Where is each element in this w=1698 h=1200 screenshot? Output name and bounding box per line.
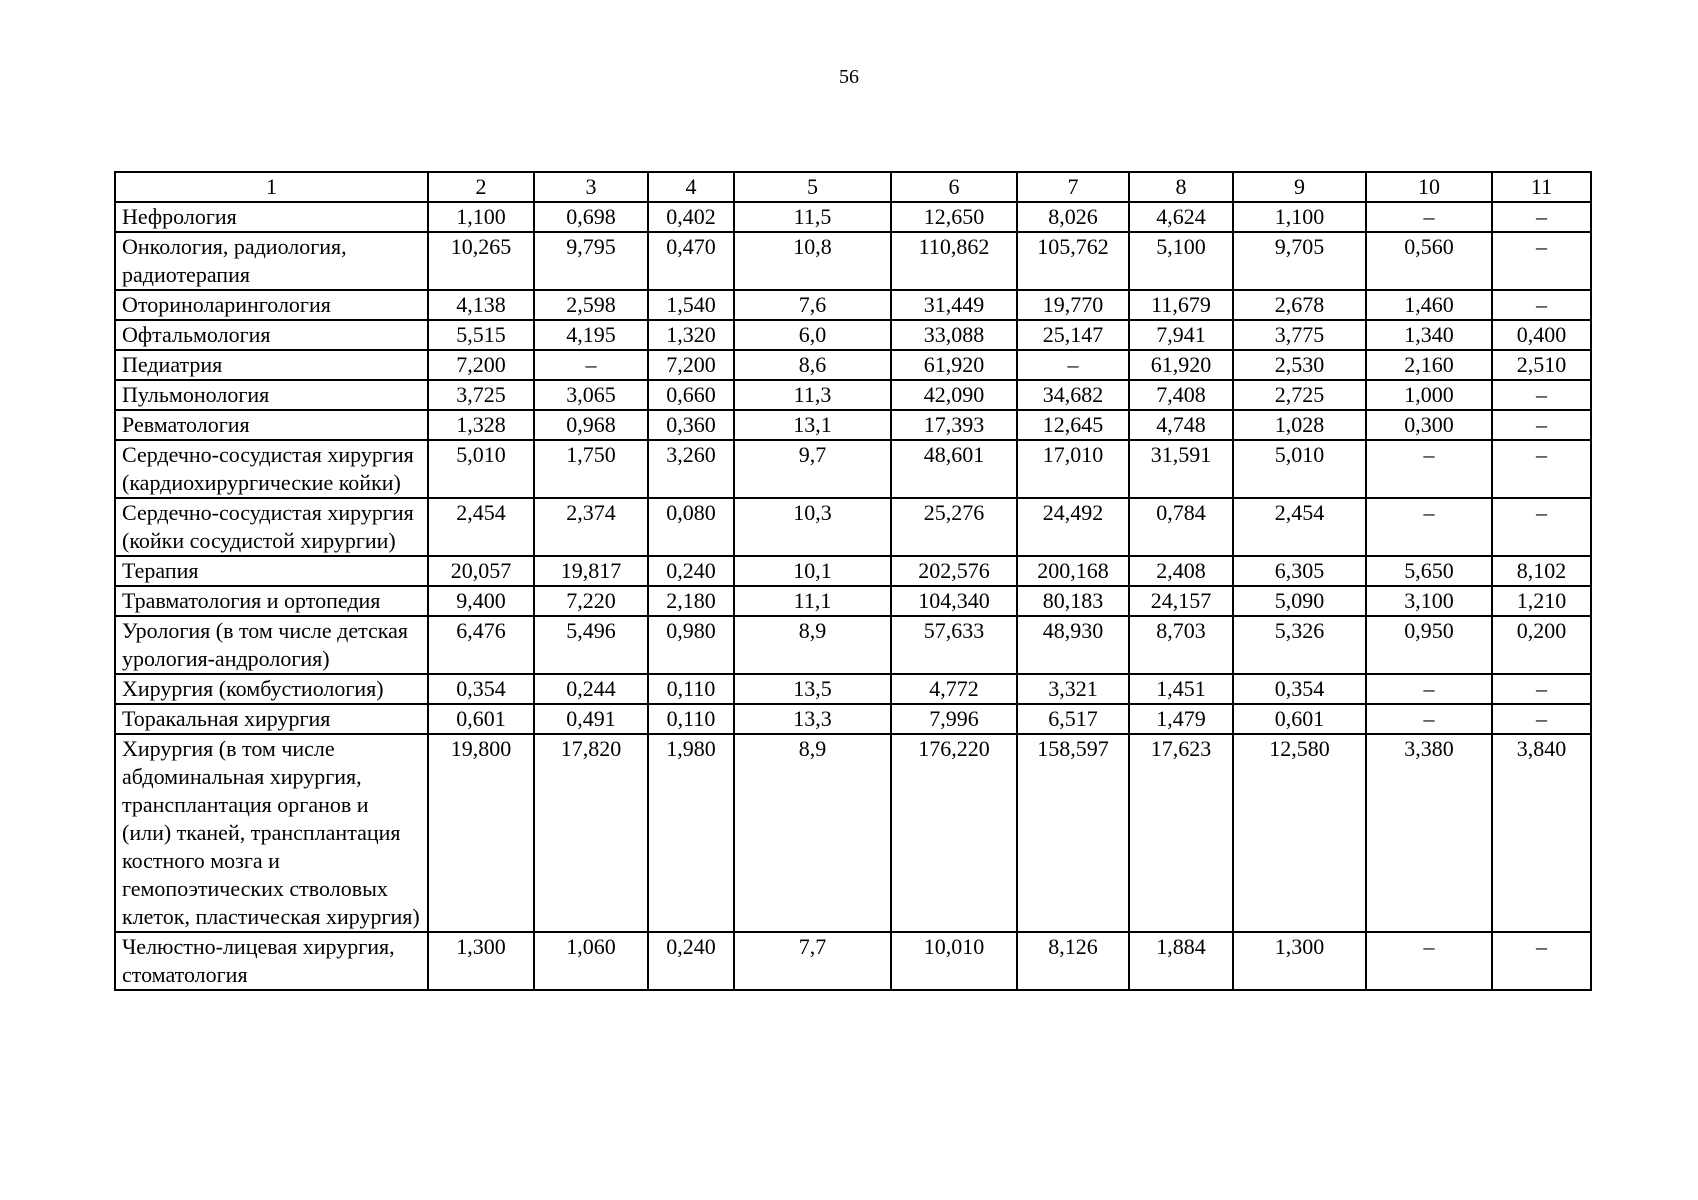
header-cell: 10 <box>1366 172 1492 202</box>
table-cell: – <box>1492 440 1591 498</box>
table-cell: 8,9 <box>734 616 891 674</box>
table-cell: 0,560 <box>1366 232 1492 290</box>
table-cell: 7,6 <box>734 290 891 320</box>
table-cell: 3,775 <box>1233 320 1366 350</box>
table-cell: 158,597 <box>1017 734 1129 932</box>
table-cell: 1,540 <box>648 290 734 320</box>
table-cell: – <box>534 350 648 380</box>
page-number: 56 <box>839 66 859 88</box>
table-cell: – <box>1492 932 1591 990</box>
table-row <box>115 320 1591 350</box>
row-label: Пульмонология <box>115 380 428 410</box>
table-cell: 1,100 <box>1233 202 1366 232</box>
table-cell: 9,705 <box>1233 232 1366 290</box>
table-cell: 1,980 <box>648 734 734 932</box>
table-cell: 61,920 <box>1129 350 1233 380</box>
table-cell: 34,682 <box>1017 380 1129 410</box>
table-cell: 48,930 <box>1017 616 1129 674</box>
table-cell: 105,762 <box>1017 232 1129 290</box>
table-cell: 0,784 <box>1129 498 1233 556</box>
table-cell: – <box>1366 932 1492 990</box>
table-cell: 2,678 <box>1233 290 1366 320</box>
table-cell: 0,200 <box>1492 616 1591 674</box>
table-cell: – <box>1492 380 1591 410</box>
table-cell: 19,770 <box>1017 290 1129 320</box>
table-cell: 11,1 <box>734 586 891 616</box>
table-cell: 0,968 <box>534 410 648 440</box>
row-label: Нефрология <box>115 202 428 232</box>
table-cell: 2,408 <box>1129 556 1233 586</box>
row-label: Хирургия (комбустиология) <box>115 674 428 704</box>
table-cell: 104,340 <box>891 586 1017 616</box>
table-row <box>115 932 1591 990</box>
table-row <box>115 616 1591 674</box>
table-cell: 1,060 <box>534 932 648 990</box>
table-cell: 17,393 <box>891 410 1017 440</box>
header-cell: 1 <box>115 172 428 202</box>
table-cell: 17,820 <box>534 734 648 932</box>
table-cell: 5,650 <box>1366 556 1492 586</box>
table-cell: 5,496 <box>534 616 648 674</box>
table-cell: 2,530 <box>1233 350 1366 380</box>
table-cell: 24,492 <box>1017 498 1129 556</box>
table-row <box>115 350 1591 380</box>
table-cell: 8,102 <box>1492 556 1591 586</box>
table-cell: 8,126 <box>1017 932 1129 990</box>
table-cell: 2,510 <box>1492 350 1591 380</box>
table-cell: 7,200 <box>428 350 534 380</box>
table-cell: 42,090 <box>891 380 1017 410</box>
table-cell: 7,408 <box>1129 380 1233 410</box>
table-cell: 11,679 <box>1129 290 1233 320</box>
table-cell: 6,517 <box>1017 704 1129 734</box>
table-cell: 61,920 <box>891 350 1017 380</box>
header-cell: 11 <box>1492 172 1591 202</box>
header-cell: 8 <box>1129 172 1233 202</box>
table-row <box>115 380 1591 410</box>
table-cell: – <box>1492 674 1591 704</box>
table-cell: 3,725 <box>428 380 534 410</box>
table-cell: 25,147 <box>1017 320 1129 350</box>
table-cell: 10,010 <box>891 932 1017 990</box>
row-label: Урология (в том числе детская урология-андрология) <box>115 616 428 674</box>
table-cell: 1,884 <box>1129 932 1233 990</box>
header-cell: 2 <box>428 172 534 202</box>
table-cell: 0,980 <box>648 616 734 674</box>
table-cell: – <box>1492 232 1591 290</box>
table-body <box>115 172 1591 990</box>
table-cell: – <box>1492 498 1591 556</box>
table-cell: 1,100 <box>428 202 534 232</box>
table-cell: 1,210 <box>1492 586 1591 616</box>
table-cell: 8,703 <box>1129 616 1233 674</box>
table-cell: 2,160 <box>1366 350 1492 380</box>
table-cell: 4,195 <box>534 320 648 350</box>
table-cell: 19,800 <box>428 734 534 932</box>
table-cell: 0,354 <box>428 674 534 704</box>
table-cell: 1,451 <box>1129 674 1233 704</box>
table-header-row <box>115 172 1591 202</box>
header-cell: 6 <box>891 172 1017 202</box>
table-cell: 20,057 <box>428 556 534 586</box>
table-cell: – <box>1366 674 1492 704</box>
table-cell: 13,5 <box>734 674 891 704</box>
table-cell: 176,220 <box>891 734 1017 932</box>
table-cell: – <box>1366 704 1492 734</box>
table-cell: – <box>1492 410 1591 440</box>
table-cell: 0,080 <box>648 498 734 556</box>
table-cell: 202,576 <box>891 556 1017 586</box>
table-cell: 5,326 <box>1233 616 1366 674</box>
table-cell: 1,300 <box>428 932 534 990</box>
table-cell: 10,1 <box>734 556 891 586</box>
table-cell: 7,941 <box>1129 320 1233 350</box>
table-cell: 0,240 <box>648 556 734 586</box>
table-cell: 31,449 <box>891 290 1017 320</box>
table-cell: 2,725 <box>1233 380 1366 410</box>
table-cell: 0,491 <box>534 704 648 734</box>
table-row <box>115 410 1591 440</box>
table-cell: 80,183 <box>1017 586 1129 616</box>
row-label: Педиатрия <box>115 350 428 380</box>
table-cell: 0,601 <box>1233 704 1366 734</box>
table-cell: 4,748 <box>1129 410 1233 440</box>
table-cell: 48,601 <box>891 440 1017 498</box>
table-cell: 3,840 <box>1492 734 1591 932</box>
table-cell: 2,598 <box>534 290 648 320</box>
table-cell: 1,340 <box>1366 320 1492 350</box>
table-cell: 4,624 <box>1129 202 1233 232</box>
table-cell: 17,623 <box>1129 734 1233 932</box>
table-row <box>115 704 1591 734</box>
table-cell: – <box>1366 440 1492 498</box>
table-cell: 3,100 <box>1366 586 1492 616</box>
table-cell: – <box>1492 704 1591 734</box>
table-cell: 24,157 <box>1129 586 1233 616</box>
table-cell: 6,476 <box>428 616 534 674</box>
table-row <box>115 202 1591 232</box>
table-cell: – <box>1017 350 1129 380</box>
row-label: Офтальмология <box>115 320 428 350</box>
table-cell: 10,265 <box>428 232 534 290</box>
table-cell: 19,817 <box>534 556 648 586</box>
table-cell: 8,6 <box>734 350 891 380</box>
table-cell: 0,354 <box>1233 674 1366 704</box>
row-label: Сердечно-сосудистая хирургия (койки сосудистой хирургии) <box>115 498 428 556</box>
table-cell: 7,996 <box>891 704 1017 734</box>
table-cell: 7,7 <box>734 932 891 990</box>
table-cell: 0,698 <box>534 202 648 232</box>
table-cell: 1,460 <box>1366 290 1492 320</box>
table-cell: 0,360 <box>648 410 734 440</box>
table-cell: 3,065 <box>534 380 648 410</box>
table-cell: 2,454 <box>1233 498 1366 556</box>
table-row <box>115 232 1591 290</box>
table-cell: 2,180 <box>648 586 734 616</box>
table-cell: 8,9 <box>734 734 891 932</box>
table-cell: 1,328 <box>428 410 534 440</box>
table-cell: 9,795 <box>534 232 648 290</box>
row-label: Онкология, радиология, радиотерапия <box>115 232 428 290</box>
row-label: Хирургия (в том числе абдоминальная хирургия, трансплантация органов и (или) тканей, трансплантация костного мозга и гемопоэтических стволовых клеток, пластическая хирургия) <box>115 734 428 932</box>
table-cell: 0,402 <box>648 202 734 232</box>
table-cell: – <box>1366 202 1492 232</box>
table-cell: – <box>1492 290 1591 320</box>
table-cell: 0,244 <box>534 674 648 704</box>
table-cell: 5,010 <box>428 440 534 498</box>
table-cell: 5,100 <box>1129 232 1233 290</box>
table-row <box>115 674 1591 704</box>
table-cell: 0,240 <box>648 932 734 990</box>
table-cell: 7,220 <box>534 586 648 616</box>
table-cell: 200,168 <box>1017 556 1129 586</box>
table-cell: 12,650 <box>891 202 1017 232</box>
table-cell: 0,470 <box>648 232 734 290</box>
table-cell: 11,3 <box>734 380 891 410</box>
table-row <box>115 498 1591 556</box>
table-row <box>115 440 1591 498</box>
table-cell: 31,591 <box>1129 440 1233 498</box>
table-cell: 10,3 <box>734 498 891 556</box>
table-row <box>115 290 1591 320</box>
header-cell: 3 <box>534 172 648 202</box>
table-cell: 0,950 <box>1366 616 1492 674</box>
table-cell: 4,138 <box>428 290 534 320</box>
row-label: Сердечно-сосудистая хирургия (кардиохирургические койки) <box>115 440 428 498</box>
table-cell: 1,320 <box>648 320 734 350</box>
table-cell: 5,010 <box>1233 440 1366 498</box>
table-cell: 9,400 <box>428 586 534 616</box>
table-cell: 8,026 <box>1017 202 1129 232</box>
table-cell: 110,862 <box>891 232 1017 290</box>
table-cell: 6,0 <box>734 320 891 350</box>
header-cell: 4 <box>648 172 734 202</box>
table-cell: 4,772 <box>891 674 1017 704</box>
table-cell: 12,580 <box>1233 734 1366 932</box>
table-cell: 17,010 <box>1017 440 1129 498</box>
table-cell: 3,380 <box>1366 734 1492 932</box>
table-cell: 9,7 <box>734 440 891 498</box>
table-cell: 1,300 <box>1233 932 1366 990</box>
table-cell: – <box>1366 498 1492 556</box>
data-table <box>114 171 1592 991</box>
table-cell: 1,000 <box>1366 380 1492 410</box>
table-cell: 6,305 <box>1233 556 1366 586</box>
table-cell: 2,374 <box>534 498 648 556</box>
table-cell: 0,300 <box>1366 410 1492 440</box>
table-cell: 13,3 <box>734 704 891 734</box>
table-cell: 3,321 <box>1017 674 1129 704</box>
table-row <box>115 734 1591 932</box>
table-cell: – <box>1492 202 1591 232</box>
table-cell: 0,601 <box>428 704 534 734</box>
table-cell: 0,110 <box>648 704 734 734</box>
table-cell: 0,110 <box>648 674 734 704</box>
table-cell: 11,5 <box>734 202 891 232</box>
row-label: Оториноларингология <box>115 290 428 320</box>
row-label: Торакальная хирургия <box>115 704 428 734</box>
table-cell: 3,260 <box>648 440 734 498</box>
table-cell: 5,090 <box>1233 586 1366 616</box>
table-cell: 5,515 <box>428 320 534 350</box>
row-label: Терапия <box>115 556 428 586</box>
table-cell: 1,750 <box>534 440 648 498</box>
table-cell: 57,633 <box>891 616 1017 674</box>
table-cell: 13,1 <box>734 410 891 440</box>
header-cell: 9 <box>1233 172 1366 202</box>
table-row <box>115 556 1591 586</box>
table-cell: 12,645 <box>1017 410 1129 440</box>
table-cell: 7,200 <box>648 350 734 380</box>
table-cell: 0,660 <box>648 380 734 410</box>
header-cell: 7 <box>1017 172 1129 202</box>
table-cell: 2,454 <box>428 498 534 556</box>
table-cell: 33,088 <box>891 320 1017 350</box>
table-row <box>115 586 1591 616</box>
header-cell: 5 <box>734 172 891 202</box>
row-label: Ревматология <box>115 410 428 440</box>
table-cell: 10,8 <box>734 232 891 290</box>
table-cell: 25,276 <box>891 498 1017 556</box>
row-label: Челюстно-лицевая хирургия, стоматология <box>115 932 428 990</box>
table-cell: 1,028 <box>1233 410 1366 440</box>
table-cell: 1,479 <box>1129 704 1233 734</box>
row-label: Травматология и ортопедия <box>115 586 428 616</box>
table-cell: 0,400 <box>1492 320 1591 350</box>
